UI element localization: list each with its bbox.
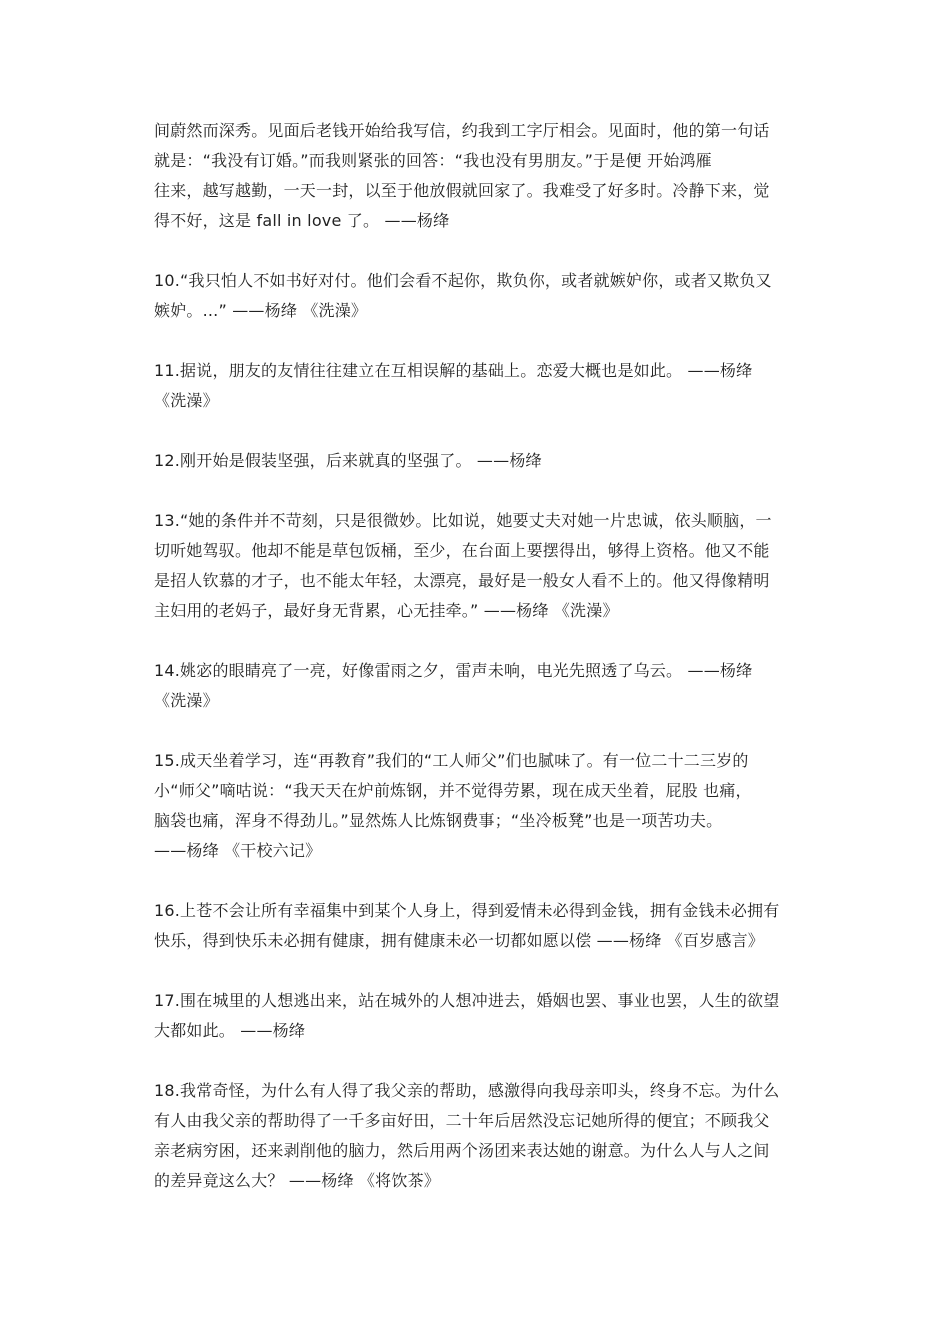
quote-paragraph-10: [154, 266, 804, 326]
text-line: ——杨绛 《干校六记》: [154, 841, 322, 860]
text-line: 间蔚然而深秀。见面后老钱开始给我写信，约我到工字厅相会。见面时，他的第一句话: [154, 121, 770, 140]
quote-paragraph-11: [154, 356, 804, 416]
quote-paragraph-13: [154, 506, 804, 626]
text-line: 切听她驾驭。他却不能是草包饭桶，至少，在台面上要摆得出，够得上资格。他又不能: [154, 541, 770, 560]
text-line: 脑袋也痛，浑身不得劲儿。”显然炼人比炼钢费事；“坐冷板凳”也是一项苦功夫。: [154, 811, 723, 830]
quote-paragraph-9-continued: [154, 116, 804, 236]
text-line: 13.“她的条件并不苛刻，只是很微妙。比如说，她要丈夫对她一片忠诚，依头顺脑，一: [154, 511, 772, 530]
text-line: 快乐，得到快乐未必拥有健康，拥有健康未必一切都如愿以偿 ——杨绛 《百岁感言》: [154, 931, 764, 950]
document-page: [154, 116, 804, 1226]
text-line: 14.姚宓的眼睛亮了一亮，好像雷雨之夕，雷声未响，电光先照透了乌云。 ——杨绛: [154, 661, 753, 680]
quote-paragraph-18: [154, 1076, 804, 1196]
text-line: 小“师父”嘀咕说：“我天天在炉前炼钢，并不觉得劳累，现在成天坐着，屁股 也痛，: [154, 781, 752, 800]
text-line: 往来，越写越勤，一天一封，以至于他放假就回家了。我难受了好多时。冷静下来，觉: [154, 181, 770, 200]
quote-paragraph-14: [154, 656, 804, 716]
quote-paragraph-16: [154, 896, 804, 956]
text-line: 17.围在城里的人想逃出来，站在城外的人想冲进去，婚姻也罢、事业也罢，人生的欲望: [154, 991, 780, 1010]
text-line: 12.刚开始是假装坚强，后来就真的坚强了。 ——杨绛: [154, 451, 542, 470]
text-line: 10.“我只怕人不如书好对付。他们会看不起你，欺负你，或者就嫉妒你，或者又欺负又: [154, 271, 772, 290]
text-line: 有人由我父亲的帮助得了一千多亩好田，二十年后居然没忘记她所得的便宜；不顾我父: [154, 1111, 770, 1130]
quote-paragraph-12: [154, 446, 804, 476]
quote-paragraph-17: [154, 986, 804, 1046]
text-line: 是招人钦慕的才子，也不能太年轻，太漂亮，最好是一般女人看不上的。他又得像精明: [154, 571, 770, 590]
text-line: 得不好，这是 fall in love 了。 ——杨绛: [154, 211, 450, 230]
text-line: 主妇用的老妈子，最好身无背累，心无挂牵。” ——杨绛 《洗澡》: [154, 601, 619, 620]
text-line: 的差异竟这么大？ ——杨绛 《将饮茶》: [154, 1171, 440, 1190]
text-line: 18.我常奇怪，为什么有人得了我父亲的帮助，感激得向我母亲叩头，终身不忘。为什么: [154, 1081, 780, 1100]
text-line: 《洗澡》: [154, 391, 219, 410]
text-line: 就是：“我没有订婚。”而我则紧张的回答：“我也没有男朋友。”于是便 开始鸿雁: [154, 151, 712, 170]
text-line: 11.据说，朋友的友情往往建立在互相误解的基础上。恋爱大概也是如此。 ——杨绛: [154, 361, 753, 380]
text-line: 16.上苍不会让所有幸福集中到某个人身上，得到爱情未必得到金钱，拥有金钱未必拥有: [154, 901, 780, 920]
quote-paragraph-15: [154, 746, 804, 866]
text-line: 《洗澡》: [154, 691, 219, 710]
text-line: 15.成天坐着学习，连“再教育”我们的“工人师父”们也腻味了。有一位二十二三岁的: [154, 751, 749, 770]
text-line: 嫉妒。...” ——杨绛 《洗澡》: [154, 301, 368, 320]
text-line: 亲老病穷困，还来剥削他的脑力，然后用两个汤团来表达她的谢意。为什么人与人之间: [154, 1141, 770, 1160]
text-line: 大都如此。 ——杨绛: [154, 1021, 306, 1040]
